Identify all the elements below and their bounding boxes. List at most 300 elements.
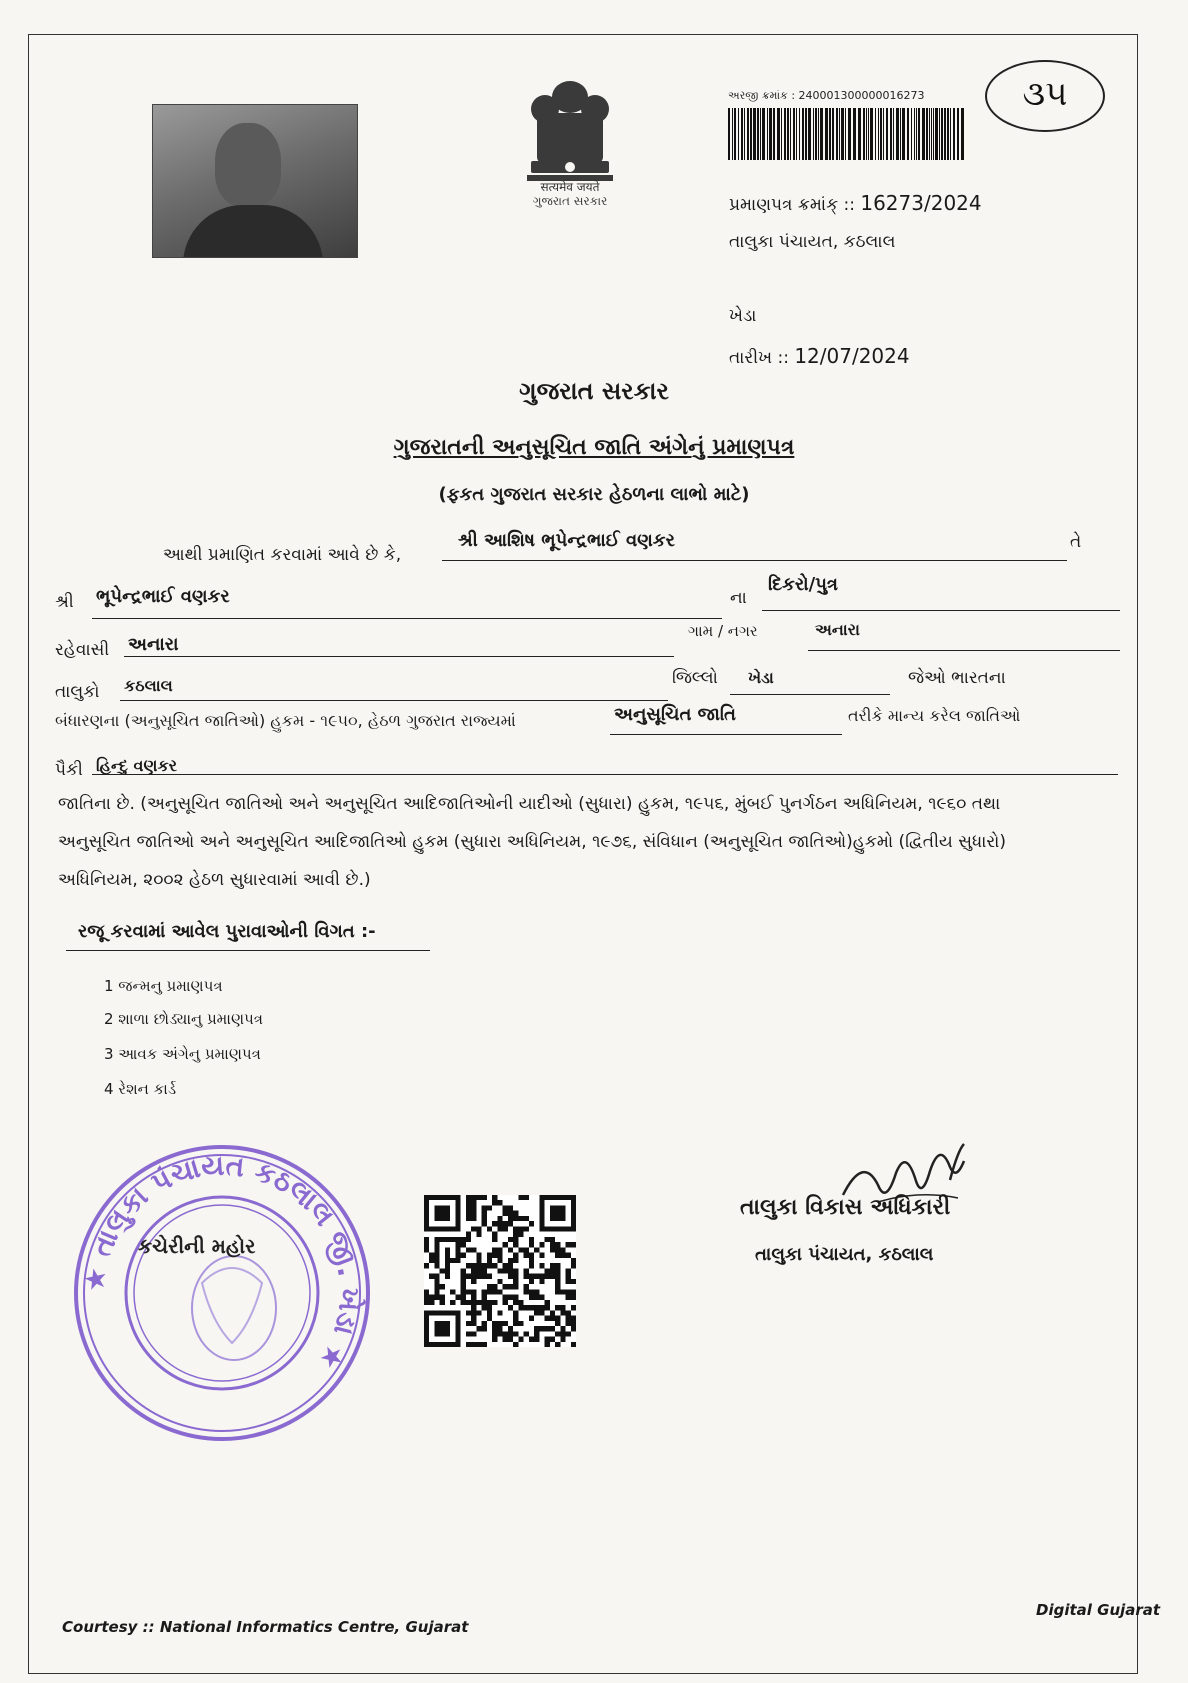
qr-module — [545, 1337, 550, 1342]
qr-module — [434, 1284, 439, 1289]
qr-module — [434, 1289, 439, 1294]
barcode-bar — [900, 108, 901, 160]
qr-module — [440, 1237, 445, 1242]
resident-value: અનારા — [128, 634, 179, 655]
qr-module — [560, 1331, 565, 1336]
qr-module — [513, 1232, 518, 1237]
qr-module — [503, 1221, 508, 1226]
evidence-item: 4 રેશન કાર્ડ — [104, 1080, 177, 1098]
qr-module — [466, 1205, 471, 1210]
qr-module — [476, 1253, 481, 1258]
qr-module — [471, 1331, 476, 1336]
barcode-bar — [820, 108, 823, 160]
qr-module — [466, 1289, 471, 1294]
qr-module — [445, 1247, 450, 1252]
qr-module — [550, 1316, 555, 1321]
qr-module — [539, 1242, 544, 1247]
qr-module — [487, 1263, 492, 1268]
resident-label: રહેવાસી — [55, 640, 110, 660]
qr-module — [571, 1342, 576, 1347]
qr-module — [471, 1342, 476, 1347]
qr-module — [497, 1226, 502, 1231]
qr-module — [508, 1263, 513, 1268]
qr-module — [492, 1237, 497, 1242]
qr-module — [492, 1200, 497, 1205]
qr-module — [571, 1242, 576, 1247]
qr-module — [555, 1289, 560, 1294]
taluka-label: તાલુકો — [55, 682, 100, 702]
qr-module — [476, 1268, 481, 1273]
qr-code-icon — [424, 1195, 576, 1347]
certify-text: આથી પ્રમાણિત કરવામાં આવે છે કે, — [163, 545, 402, 565]
qr-module — [524, 1284, 529, 1289]
qr-module — [524, 1268, 529, 1273]
barcode-bar — [815, 108, 817, 160]
qr-module — [492, 1300, 497, 1305]
qr-module — [566, 1316, 571, 1321]
qr-module — [518, 1305, 523, 1310]
qr-module — [539, 1326, 544, 1331]
barcode-bar — [805, 108, 807, 160]
certificate-number-label: પ્રમાણપત્ર ક્રમાંક્ :: — [729, 195, 855, 215]
barcode-bar — [902, 108, 905, 160]
qr-module — [434, 1253, 439, 1258]
qr-module — [450, 1237, 455, 1242]
qr-module — [466, 1310, 471, 1315]
barcode-bar — [848, 108, 851, 160]
qr-module — [555, 1263, 560, 1268]
qr-module — [471, 1247, 476, 1252]
barcode-bar — [953, 108, 955, 160]
qr-module — [555, 1342, 560, 1347]
village-label: ગામ / નગર — [688, 622, 758, 640]
qr-module — [550, 1205, 566, 1221]
qr-module — [466, 1263, 471, 1268]
qr-module — [560, 1326, 565, 1331]
constitution-text: બંધારણના (અનુસૂચિત જાતિઓ) હુકમ - ૧૯૫૦, હેઠળ ગુજરાત રાજ્યમાં — [55, 711, 516, 730]
barcode-bar — [866, 108, 867, 160]
qr-module — [461, 1237, 466, 1242]
qr-module — [518, 1337, 523, 1342]
qr-module — [482, 1205, 487, 1210]
qr-module — [545, 1237, 550, 1242]
category-value: અનુસૂચિત જાતિ — [614, 704, 736, 725]
qr-module — [560, 1310, 565, 1315]
qr-module — [513, 1316, 518, 1321]
qr-module — [434, 1295, 439, 1300]
qr-module — [555, 1331, 560, 1336]
qr-module — [466, 1247, 471, 1252]
qr-module — [440, 1268, 445, 1273]
qr-module — [508, 1305, 513, 1310]
qr-module — [471, 1279, 476, 1284]
qr-module — [508, 1295, 513, 1300]
qr-module — [529, 1316, 534, 1321]
barcode-bar — [769, 108, 772, 160]
qr-module — [513, 1331, 518, 1336]
qr-module — [445, 1268, 450, 1273]
barcode-bar — [893, 108, 894, 160]
qr-module — [476, 1310, 481, 1315]
qr-module — [550, 1310, 555, 1315]
qr-module — [555, 1279, 560, 1284]
qr-module — [550, 1274, 555, 1279]
qr-module — [555, 1305, 560, 1310]
relation-value: દિકરો/પુત્ર — [768, 574, 838, 595]
barcode-bar — [947, 108, 949, 160]
qr-module — [555, 1274, 560, 1279]
barcode-bar — [813, 108, 814, 160]
barcode-bar — [950, 108, 951, 160]
barcode-bar — [753, 108, 756, 160]
qr-module — [455, 1242, 460, 1247]
qr-module — [476, 1195, 481, 1200]
qr-module — [445, 1258, 450, 1263]
qr-module — [487, 1226, 492, 1231]
qr-module — [455, 1295, 460, 1300]
qr-module — [566, 1289, 571, 1294]
qr-module — [424, 1237, 429, 1242]
qr-module — [513, 1258, 518, 1263]
barcode-bar — [845, 108, 846, 160]
seal-center-text: કચેરીની મહોર — [138, 1234, 256, 1258]
qr-module — [539, 1305, 544, 1310]
qr-module — [492, 1326, 497, 1331]
barcode-bar — [941, 108, 943, 160]
qr-module — [424, 1247, 429, 1252]
barcode-bar — [773, 108, 775, 160]
qr-module — [482, 1216, 487, 1221]
barcode-bar — [832, 108, 834, 160]
qr-module — [566, 1331, 571, 1336]
qr-module — [476, 1274, 481, 1279]
qr-module — [571, 1279, 576, 1284]
qr-module — [518, 1321, 523, 1326]
qr-module — [539, 1263, 544, 1268]
qr-module — [482, 1211, 487, 1216]
barcode-bar — [863, 108, 865, 160]
qr-module — [571, 1289, 576, 1294]
qr-module — [508, 1268, 513, 1273]
qr-module — [471, 1321, 476, 1326]
qr-module — [539, 1279, 544, 1284]
taluka-value: કઠલાલ — [124, 676, 173, 695]
qr-module — [461, 1274, 466, 1279]
barcode-bar — [933, 108, 934, 160]
qr-module — [492, 1247, 497, 1252]
district-label: જિલ્લો — [672, 668, 718, 688]
qr-module — [560, 1289, 565, 1294]
application-number: અરજી ક્રમાંક : 240001300000016273 — [728, 89, 925, 102]
qr-module — [466, 1274, 471, 1279]
qr-module — [466, 1216, 471, 1221]
qr-module — [429, 1274, 434, 1279]
district-value: ખેડા — [748, 668, 774, 687]
qr-module — [513, 1216, 518, 1221]
qr-module — [476, 1258, 481, 1263]
qr-module — [497, 1331, 502, 1336]
barcode-bar — [839, 108, 840, 160]
photo-shoulders — [183, 205, 323, 258]
qr-module — [466, 1237, 471, 1242]
barcode-bar — [883, 108, 884, 160]
courtesy-footer: Courtesy :: National Informatics Centre, Gujarat — [62, 1618, 469, 1636]
qr-module — [566, 1253, 571, 1258]
qr-module — [513, 1279, 518, 1284]
issue-date — [729, 344, 910, 368]
qr-module — [476, 1300, 481, 1305]
qr-module — [571, 1321, 576, 1326]
qr-module — [471, 1289, 476, 1294]
qr-module — [429, 1258, 434, 1263]
barcode-bar — [841, 108, 844, 160]
qr-module — [461, 1284, 466, 1289]
qr-module — [471, 1300, 476, 1305]
qr-module — [434, 1205, 450, 1221]
barcode-bar — [787, 108, 789, 160]
qr-module — [571, 1326, 576, 1331]
qr-module — [461, 1253, 466, 1258]
qr-module — [434, 1237, 439, 1242]
qr-module — [482, 1263, 487, 1268]
photo-face — [215, 123, 281, 207]
qr-module — [471, 1195, 476, 1200]
seal-ring-text: ★ તાલુકા પંચાયત કઠલાલ જી. ખેડા ★ — [77, 1148, 367, 1377]
applicant-name: શ્રી આશિષ ભૂપેન્દ્રભાઈ વણકર — [458, 530, 675, 551]
qr-module — [534, 1326, 539, 1331]
qr-module — [518, 1300, 523, 1305]
qr-module — [534, 1247, 539, 1252]
qr-module — [560, 1337, 565, 1342]
qr-module — [566, 1295, 571, 1300]
qr-module — [492, 1263, 497, 1268]
district-line — [730, 694, 890, 695]
qr-module — [524, 1305, 529, 1310]
qr-module — [497, 1200, 502, 1205]
qr-module — [508, 1247, 513, 1252]
qr-module — [555, 1253, 560, 1258]
qr-module — [471, 1211, 476, 1216]
qr-module — [434, 1274, 439, 1279]
qr-module — [503, 1226, 508, 1231]
qr-module — [497, 1253, 502, 1258]
resident-line — [124, 656, 674, 657]
qr-module — [503, 1211, 508, 1216]
qr-module — [492, 1331, 497, 1336]
qr-module — [503, 1337, 508, 1342]
qr-module — [471, 1305, 476, 1310]
qr-module — [513, 1211, 518, 1216]
barcode-bar — [808, 108, 811, 160]
qr-module — [571, 1295, 576, 1300]
qr-module — [440, 1295, 445, 1300]
qr-module — [529, 1258, 534, 1263]
qr-module — [545, 1326, 550, 1331]
issue-date-label: તારીખ :: — [729, 348, 789, 368]
barcode-bar — [853, 108, 856, 160]
barcode-bar — [875, 108, 876, 160]
qr-module — [476, 1326, 481, 1331]
category-line — [610, 734, 842, 735]
barcode-bar — [744, 108, 745, 160]
qr-module — [539, 1310, 544, 1315]
qr-module — [534, 1295, 539, 1300]
qr-module — [497, 1279, 502, 1284]
qr-module — [487, 1205, 492, 1210]
barcode-bar — [922, 108, 925, 160]
qr-module — [492, 1195, 497, 1200]
qr-module — [513, 1321, 518, 1326]
qr-module — [429, 1253, 434, 1258]
issue-date-value: 12/07/2024 — [794, 344, 910, 368]
qr-module — [429, 1295, 434, 1300]
qr-module — [508, 1258, 513, 1263]
digital-gujarat-footer: Digital Gujarat — [1036, 1601, 1161, 1619]
barcode-bar — [914, 108, 915, 160]
qr-module — [555, 1321, 560, 1326]
qr-module — [487, 1258, 492, 1263]
qr-module — [555, 1247, 560, 1252]
qr-module — [466, 1321, 471, 1326]
qr-module — [508, 1326, 513, 1331]
qr-module — [424, 1242, 429, 1247]
signatory-designation: તાલુકા વિકાસ અધિકારી — [740, 1195, 951, 1220]
qr-module — [560, 1247, 565, 1252]
qr-module — [529, 1337, 534, 1342]
qr-module — [503, 1284, 508, 1289]
qr-module — [497, 1310, 502, 1315]
barcode-bar — [802, 108, 804, 160]
qr-module — [450, 1300, 455, 1305]
qr-module — [476, 1263, 481, 1268]
qr-module — [545, 1300, 550, 1305]
qr-module — [545, 1305, 550, 1310]
qr-module — [482, 1295, 487, 1300]
legal-paragraph-line-1: જાતિના છે. (અનુસૂચિત જાતિઓ અને અનુસૂચિત આદિજાતિઓની યાદીઓ (સુધારા) હુકમ, ૧૯૫૬, મુંબઈ પુનર્ગઠન અધિનિયમ, ૧૯૬૦ તથા — [58, 794, 1001, 814]
qr-module — [550, 1247, 555, 1252]
barcode-bar — [907, 108, 909, 160]
qr-module — [471, 1274, 476, 1279]
qr-module — [513, 1300, 518, 1305]
qr-module — [529, 1279, 534, 1284]
qr-module — [508, 1337, 513, 1342]
qr-module — [461, 1268, 466, 1273]
barcode-bar — [868, 108, 869, 160]
qr-module — [503, 1268, 508, 1273]
qr-module — [455, 1237, 460, 1242]
qr-module — [529, 1305, 534, 1310]
qr-module — [503, 1300, 508, 1305]
barcode-bar — [931, 108, 932, 160]
qr-module — [434, 1242, 439, 1247]
qr-module — [534, 1289, 539, 1294]
qr-module — [471, 1205, 476, 1210]
qr-module — [539, 1274, 544, 1279]
qr-module — [424, 1263, 429, 1268]
qr-module — [487, 1305, 492, 1310]
qr-module — [524, 1274, 529, 1279]
qr-module — [503, 1263, 508, 1268]
qr-module — [513, 1253, 518, 1258]
taluka-line — [120, 700, 668, 701]
qr-module — [529, 1295, 534, 1300]
barcode-bar — [939, 108, 940, 160]
qr-module — [487, 1300, 492, 1305]
qr-module — [508, 1237, 513, 1242]
barcode-bar — [732, 108, 733, 160]
barcode-bar — [961, 108, 964, 160]
qr-module — [513, 1268, 518, 1273]
qr-module — [471, 1263, 476, 1268]
barcode-bar — [762, 108, 765, 160]
qr-module — [487, 1289, 492, 1294]
evidence-heading-underline — [66, 950, 430, 951]
barcode-bar — [890, 108, 892, 160]
qr-module — [461, 1300, 466, 1305]
qr-module — [560, 1253, 565, 1258]
qr-module — [571, 1258, 576, 1263]
qr-module — [555, 1316, 560, 1321]
qr-module — [524, 1331, 529, 1336]
qr-module — [539, 1295, 544, 1300]
qr-module — [487, 1284, 492, 1289]
qr-module — [524, 1247, 529, 1252]
qr-module — [524, 1226, 529, 1231]
qr-module — [434, 1258, 439, 1263]
caste-line — [92, 774, 1118, 775]
emblem-motto: सत्यमेव जयते — [540, 180, 600, 194]
certificate-subtitle: (ફકત ગુજરાત સરકાર હેઠળના લાભો માટે) — [438, 484, 750, 505]
evidence-item: 3 આવક અંગેનુ પ્રમાણપત્ર — [104, 1045, 261, 1063]
qr-module — [545, 1268, 550, 1273]
barcode-bar — [886, 108, 888, 160]
certificate-title — [0, 435, 1188, 460]
qr-module — [571, 1263, 576, 1268]
qr-module — [497, 1247, 502, 1252]
qr-module — [445, 1253, 450, 1258]
barcode-bar — [926, 108, 928, 160]
barcode-bar — [790, 108, 791, 160]
qr-module — [518, 1195, 523, 1200]
qr-module — [550, 1337, 555, 1342]
qr-module — [466, 1342, 471, 1347]
qr-module — [476, 1226, 481, 1231]
qr-module — [513, 1242, 518, 1247]
qr-module — [461, 1279, 466, 1284]
barcode-bar — [836, 108, 838, 160]
qr-module — [529, 1289, 534, 1294]
qr-module — [466, 1195, 471, 1200]
qr-module — [534, 1331, 539, 1336]
qr-module — [566, 1268, 571, 1273]
issuing-office: તાલુકા પંચાયત, કઠલાલ — [729, 232, 896, 252]
barcode-bar — [916, 108, 917, 160]
qr-module — [492, 1232, 497, 1237]
qr-module — [508, 1221, 513, 1226]
qr-module — [534, 1274, 539, 1279]
qr-module — [545, 1316, 550, 1321]
qr-module — [503, 1295, 508, 1300]
qr-module — [487, 1316, 492, 1321]
qr-module — [482, 1289, 487, 1294]
qr-module — [518, 1247, 523, 1252]
qr-module — [508, 1205, 513, 1210]
qr-module — [434, 1321, 450, 1337]
handwritten-number: ૩૫ — [985, 60, 1105, 132]
qr-module — [534, 1310, 539, 1315]
qr-module — [482, 1305, 487, 1310]
qr-module — [466, 1211, 471, 1216]
